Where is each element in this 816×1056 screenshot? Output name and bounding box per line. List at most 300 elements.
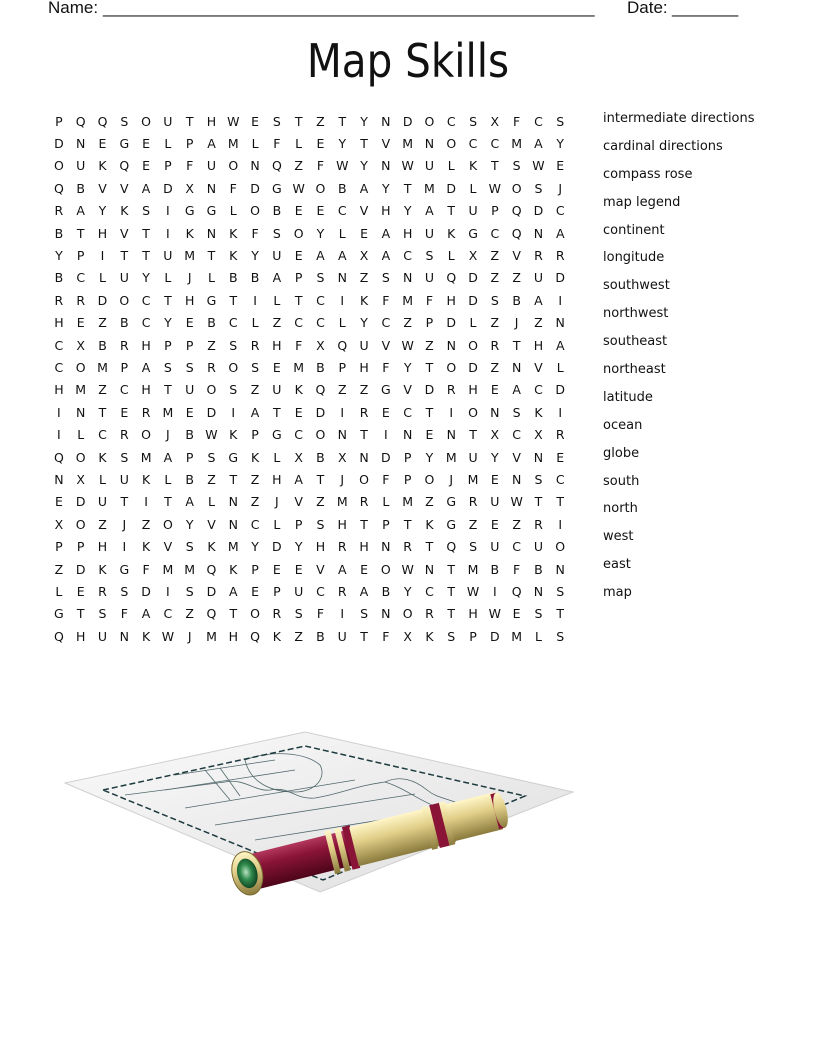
grid-letter[interactable]: Z	[359, 270, 369, 286]
grid-letter[interactable]: N	[533, 583, 544, 599]
grid-letter[interactable]: I	[558, 404, 563, 420]
grid-letter[interactable]: L	[273, 292, 281, 308]
grid-letter[interactable]: K	[141, 539, 151, 555]
grid-letter[interactable]: N	[402, 270, 413, 286]
grid-letter[interactable]: Q	[53, 628, 64, 644]
grid-letter[interactable]: M	[75, 382, 87, 398]
grid-letter[interactable]: J	[187, 628, 192, 644]
grid-letter[interactable]: D	[250, 180, 260, 196]
grid-letter[interactable]: Q	[75, 113, 86, 129]
grid-letter[interactable]: E	[120, 404, 129, 420]
grid-letter[interactable]: N	[533, 449, 544, 465]
grid-letter[interactable]: T	[469, 427, 477, 443]
grid-letter[interactable]: T	[229, 292, 238, 308]
grid-letter[interactable]: Z	[272, 315, 282, 331]
grid-letter[interactable]: C	[294, 427, 304, 443]
grid-letter[interactable]: D	[272, 539, 282, 555]
grid-letter[interactable]: S	[425, 248, 434, 264]
grid-letter[interactable]: U	[97, 628, 108, 644]
grid-letter[interactable]: D	[468, 292, 478, 308]
grid-letter[interactable]: C	[512, 427, 521, 443]
grid-letter[interactable]: H	[97, 539, 108, 555]
grid-letter[interactable]: Y	[556, 136, 565, 152]
grid-letter[interactable]: P	[491, 203, 499, 219]
grid-letter[interactable]: I	[144, 494, 148, 510]
grid-letter[interactable]: Q	[315, 382, 326, 398]
grid-letter[interactable]: K	[98, 158, 107, 174]
grid-letter[interactable]: L	[207, 270, 215, 286]
grid-letter[interactable]: S	[120, 449, 129, 465]
grid-letter[interactable]: T	[120, 248, 129, 264]
grid-letter[interactable]: T	[556, 494, 565, 510]
grid-letter[interactable]: P	[76, 248, 85, 264]
grid-letter[interactable]: H	[184, 292, 195, 308]
grid-letter[interactable]: Y	[425, 449, 434, 465]
grid-letter[interactable]: L	[556, 359, 564, 375]
grid-letter[interactable]: R	[54, 203, 64, 219]
grid-letter[interactable]: W	[401, 158, 414, 174]
grid-letter[interactable]: T	[316, 471, 325, 487]
grid-letter[interactable]: T	[447, 606, 456, 622]
grid-letter[interactable]: W	[205, 427, 218, 443]
grid-letter[interactable]: U	[272, 382, 282, 398]
grid-letter[interactable]: S	[556, 113, 565, 129]
grid-letter[interactable]: S	[316, 516, 325, 532]
grid-letter[interactable]: O	[380, 561, 391, 577]
grid-letter[interactable]: G	[446, 494, 457, 510]
grid-letter[interactable]: Q	[446, 539, 457, 555]
grid-letter[interactable]: I	[340, 404, 345, 420]
grid-letter[interactable]: S	[163, 359, 172, 375]
grid-letter[interactable]: H	[337, 516, 347, 532]
grid-letter[interactable]: R	[337, 539, 347, 555]
grid-letter[interactable]: K	[294, 382, 303, 398]
grid-letter[interactable]: K	[272, 628, 281, 644]
grid-letter[interactable]: E	[381, 404, 390, 420]
grid-letter[interactable]: P	[55, 539, 63, 555]
grid-letter[interactable]: S	[469, 539, 477, 555]
grid-letter[interactable]: X	[468, 248, 478, 264]
grid-letter[interactable]: W	[488, 180, 502, 196]
grid-letter[interactable]: U	[76, 158, 86, 174]
grid-letter[interactable]: A	[359, 583, 369, 599]
grid-letter[interactable]: P	[469, 628, 477, 644]
grid-letter[interactable]: R	[359, 494, 369, 510]
grid-letter[interactable]: O	[141, 427, 151, 443]
grid-letter[interactable]: K	[468, 158, 478, 174]
grid-letter[interactable]: W	[510, 494, 523, 510]
grid-letter[interactable]: M	[467, 471, 479, 487]
grid-letter[interactable]: X	[490, 113, 500, 129]
grid-letter[interactable]: T	[491, 158, 499, 174]
grid-letter[interactable]: N	[119, 628, 129, 644]
grid-letter[interactable]: E	[316, 203, 325, 219]
grid-letter[interactable]: I	[122, 539, 127, 555]
grid-letter[interactable]: O	[250, 203, 260, 219]
grid-letter[interactable]: B	[76, 180, 85, 196]
grid-letter[interactable]: C	[534, 113, 543, 129]
grid-letter[interactable]: H	[272, 337, 282, 353]
grid-letter[interactable]: N	[228, 516, 238, 532]
grid-letter[interactable]: A	[141, 606, 151, 622]
grid-letter[interactable]: I	[253, 292, 257, 308]
grid-letter[interactable]: R	[98, 583, 107, 599]
grid-letter[interactable]: H	[381, 203, 391, 219]
grid-letter[interactable]: D	[315, 404, 326, 420]
grid-letter[interactable]: L	[251, 315, 259, 331]
grid-letter[interactable]: Q	[250, 628, 260, 644]
grid-letter[interactable]: X	[185, 180, 194, 196]
grid-letter[interactable]: G	[54, 606, 64, 622]
grid-letter[interactable]: O	[315, 427, 326, 443]
grid-letter[interactable]: O	[402, 606, 413, 622]
grid-letter[interactable]: E	[512, 606, 521, 622]
grid-letter[interactable]: E	[316, 136, 325, 152]
grid-letter[interactable]: D	[446, 180, 457, 196]
grid-letter[interactable]: D	[402, 113, 413, 129]
grid-letter[interactable]: B	[316, 359, 325, 375]
grid-letter[interactable]: P	[403, 449, 412, 465]
grid-letter[interactable]: M	[184, 561, 196, 577]
grid-letter[interactable]: V	[534, 359, 543, 375]
grid-letter[interactable]: S	[251, 359, 260, 375]
grid-letter[interactable]: R	[490, 337, 500, 353]
grid-letter[interactable]: P	[164, 158, 172, 174]
grid-letter[interactable]: D	[468, 270, 478, 286]
grid-letter[interactable]: F	[513, 113, 521, 129]
grid-letter[interactable]: E	[556, 158, 565, 174]
grid-letter[interactable]: G	[119, 561, 130, 577]
grid-letter[interactable]: T	[98, 404, 107, 420]
grid-letter[interactable]: Q	[511, 203, 522, 219]
grid-letter[interactable]: K	[185, 225, 194, 241]
grid-letter[interactable]: S	[534, 606, 543, 622]
grid-letter[interactable]: T	[360, 628, 368, 644]
grid-letter[interactable]: M	[402, 292, 414, 308]
grid-letter[interactable]: W	[488, 606, 502, 622]
grid-letter[interactable]: N	[206, 180, 217, 196]
grid-letter[interactable]: R	[534, 248, 543, 264]
grid-letter[interactable]: I	[384, 427, 388, 443]
grid-letter[interactable]: V	[359, 203, 369, 219]
grid-letter[interactable]: B	[534, 561, 543, 577]
grid-letter[interactable]: H	[359, 359, 369, 375]
grid-letter[interactable]: R	[76, 292, 86, 308]
grid-letter[interactable]: A	[337, 248, 347, 264]
grid-letter[interactable]: R	[359, 404, 369, 420]
grid-letter[interactable]: M	[402, 136, 414, 152]
grid-letter[interactable]: Z	[403, 315, 412, 331]
grid-letter[interactable]: C	[163, 606, 173, 622]
grid-letter[interactable]: O	[293, 225, 304, 241]
grid-letter[interactable]: M	[97, 359, 108, 375]
grid-letter[interactable]: T	[447, 561, 456, 577]
grid-letter[interactable]: U	[294, 583, 304, 599]
grid-letter[interactable]: B	[185, 471, 194, 487]
grid-letter[interactable]: H	[141, 337, 151, 353]
grid-letter[interactable]: O	[162, 516, 173, 532]
grid-letter[interactable]: T	[229, 471, 238, 487]
grid-letter[interactable]: L	[469, 315, 477, 331]
grid-letter[interactable]: E	[360, 561, 368, 577]
grid-letter[interactable]: F	[186, 158, 194, 174]
grid-letter[interactable]: N	[424, 136, 435, 152]
grid-letter[interactable]: C	[403, 404, 413, 420]
grid-letter[interactable]: C	[54, 337, 64, 353]
grid-letter[interactable]: E	[272, 359, 281, 375]
grid-letter[interactable]: O	[250, 606, 260, 622]
grid-letter[interactable]: B	[316, 628, 325, 644]
grid-letter[interactable]: C	[54, 359, 64, 375]
grid-letter[interactable]: O	[53, 158, 64, 174]
grid-letter[interactable]: S	[98, 606, 107, 622]
grid-letter[interactable]: O	[75, 359, 86, 375]
grid-letter[interactable]: T	[207, 248, 216, 264]
grid-letter[interactable]: T	[164, 292, 172, 308]
grid-letter[interactable]: A	[272, 270, 282, 286]
grid-letter[interactable]: S	[142, 203, 151, 219]
grid-letter[interactable]: E	[54, 494, 63, 510]
grid-letter[interactable]: Y	[403, 203, 412, 219]
grid-letter[interactable]: A	[316, 248, 325, 264]
grid-letter[interactable]: S	[534, 180, 543, 196]
grid-letter[interactable]: U	[119, 270, 129, 286]
grid-letter[interactable]: N	[228, 494, 238, 510]
grid-letter[interactable]: E	[98, 136, 107, 152]
grid-letter[interactable]: S	[185, 583, 194, 599]
grid-letter[interactable]: Z	[490, 248, 500, 264]
grid-letter[interactable]: Z	[250, 471, 260, 487]
grid-letter[interactable]: O	[75, 449, 86, 465]
grid-letter[interactable]: V	[512, 449, 521, 465]
grid-letter[interactable]: W	[161, 628, 175, 644]
grid-letter[interactable]: H	[468, 606, 478, 622]
grid-letter[interactable]: H	[272, 471, 282, 487]
grid-letter[interactable]: O	[359, 471, 369, 487]
grid-letter[interactable]: F	[142, 561, 150, 577]
grid-letter[interactable]: I	[558, 516, 563, 532]
grid-letter[interactable]: U	[468, 449, 478, 465]
grid-letter[interactable]: I	[449, 404, 454, 420]
grid-letter[interactable]: Y	[55, 248, 63, 264]
grid-letter[interactable]: D	[75, 494, 86, 510]
grid-letter[interactable]: R	[250, 337, 260, 353]
grid-letter[interactable]: T	[360, 136, 368, 152]
grid-letter[interactable]: P	[382, 516, 390, 532]
grid-letter[interactable]: L	[273, 449, 281, 465]
grid-letter[interactable]: K	[141, 471, 151, 487]
grid-letter[interactable]: B	[512, 292, 521, 308]
grid-letter[interactable]: G	[206, 203, 217, 219]
grid-letter[interactable]: I	[166, 583, 170, 599]
grid-letter[interactable]: X	[76, 337, 85, 353]
grid-letter[interactable]: Z	[316, 494, 325, 510]
grid-letter[interactable]: B	[54, 225, 64, 241]
grid-letter[interactable]: K	[534, 404, 543, 420]
grid-letter[interactable]: V	[120, 180, 129, 196]
grid-letter[interactable]: Y	[294, 539, 303, 555]
grid-letter[interactable]: U	[424, 270, 435, 286]
grid-letter[interactable]: R	[403, 539, 412, 555]
grid-letter[interactable]: X	[534, 427, 543, 443]
grid-letter[interactable]: R	[446, 382, 456, 398]
grid-letter[interactable]: T	[447, 203, 456, 219]
grid-letter[interactable]: A	[381, 248, 391, 264]
grid-letter[interactable]: T	[294, 113, 303, 129]
grid-letter[interactable]: O	[228, 359, 239, 375]
grid-letter[interactable]: C	[98, 427, 107, 443]
grid-letter[interactable]: K	[229, 248, 238, 264]
grid-letter[interactable]: U	[490, 494, 500, 510]
grid-letter[interactable]: F	[513, 561, 521, 577]
grid-letter[interactable]: Z	[98, 382, 107, 398]
grid-letter[interactable]: K	[359, 292, 369, 308]
grid-letter[interactable]: P	[425, 315, 434, 331]
grid-letter[interactable]: F	[316, 158, 325, 174]
grid-letter[interactable]: L	[251, 136, 259, 152]
grid-letter[interactable]: V	[403, 382, 412, 398]
grid-letter[interactable]: E	[294, 404, 303, 420]
grid-letter[interactable]: L	[534, 628, 542, 644]
grid-letter[interactable]: O	[75, 516, 86, 532]
grid-letter[interactable]: U	[468, 203, 478, 219]
grid-letter[interactable]: T	[273, 404, 281, 420]
grid-letter[interactable]: C	[337, 203, 347, 219]
grid-letter[interactable]: D	[75, 561, 86, 577]
grid-letter[interactable]: E	[294, 203, 303, 219]
grid-letter[interactable]: I	[558, 292, 563, 308]
grid-letter[interactable]: D	[555, 382, 566, 398]
grid-letter[interactable]: J	[166, 427, 170, 443]
grid-letter[interactable]: Y	[360, 158, 368, 174]
grid-letter[interactable]: C	[119, 382, 129, 398]
grid-letter[interactable]: O	[141, 113, 151, 129]
grid-letter[interactable]: S	[207, 449, 216, 465]
grid-letter[interactable]: U	[206, 158, 217, 174]
grid-letter[interactable]: D	[163, 180, 173, 196]
grid-letter[interactable]: B	[228, 270, 238, 286]
grid-letter[interactable]: S	[185, 359, 194, 375]
grid-letter[interactable]: L	[229, 203, 237, 219]
grid-letter[interactable]: U	[424, 225, 435, 241]
grid-letter[interactable]: M	[140, 449, 152, 465]
grid-letter[interactable]: C	[250, 516, 260, 532]
grid-letter[interactable]: N	[555, 561, 565, 577]
grid-letter[interactable]: A	[163, 449, 173, 465]
grid-letter[interactable]: T	[76, 606, 85, 622]
grid-letter[interactable]: D	[97, 292, 108, 308]
grid-letter[interactable]: J	[514, 315, 519, 331]
grid-letter[interactable]: T	[534, 494, 543, 510]
grid-letter[interactable]: R	[207, 359, 216, 375]
grid-letter[interactable]: T	[229, 606, 238, 622]
grid-letter[interactable]: W	[227, 113, 240, 129]
grid-letter[interactable]: T	[512, 337, 521, 353]
grid-letter[interactable]: A	[207, 136, 216, 152]
grid-letter[interactable]: T	[185, 113, 194, 129]
grid-letter[interactable]: C	[403, 248, 413, 264]
grid-letter[interactable]: V	[98, 180, 107, 196]
grid-letter[interactable]: M	[162, 561, 174, 577]
grid-letter[interactable]: A	[337, 561, 347, 577]
grid-letter[interactable]: Z	[316, 113, 325, 129]
grid-letter[interactable]: L	[207, 494, 215, 510]
grid-letter[interactable]: N	[555, 315, 565, 331]
grid-letter[interactable]: F	[425, 292, 434, 308]
grid-letter[interactable]: B	[316, 449, 325, 465]
grid-letter[interactable]: Y	[251, 539, 259, 555]
grid-letter[interactable]: K	[98, 561, 107, 577]
grid-letter[interactable]: C	[490, 136, 500, 152]
grid-letter[interactable]: L	[295, 136, 303, 152]
grid-letter[interactable]: S	[229, 337, 238, 353]
grid-letter[interactable]: A	[250, 404, 260, 420]
grid-letter[interactable]: D	[54, 136, 64, 152]
grid-letter[interactable]: L	[273, 516, 281, 532]
grid-letter[interactable]: S	[512, 158, 521, 174]
grid-letter[interactable]: H	[206, 113, 217, 129]
grid-letter[interactable]: K	[229, 225, 238, 241]
grid-letter[interactable]: P	[273, 583, 281, 599]
grid-letter[interactable]: S	[229, 382, 238, 398]
grid-letter[interactable]: H	[228, 628, 238, 644]
grid-letter[interactable]: V	[120, 225, 129, 241]
grid-letter[interactable]: S	[490, 292, 499, 308]
grid-letter[interactable]: O	[315, 180, 326, 196]
grid-letter[interactable]: T	[447, 583, 456, 599]
grid-letter[interactable]: W	[466, 583, 480, 599]
grid-letter[interactable]: Y	[98, 203, 107, 219]
grid-letter[interactable]: M	[206, 628, 217, 644]
grid-letter[interactable]: Z	[512, 516, 521, 532]
grid-letter[interactable]: O	[228, 158, 239, 174]
grid-letter[interactable]: U	[424, 158, 435, 174]
grid-letter[interactable]: Q	[446, 270, 457, 286]
grid-letter[interactable]: G	[381, 382, 391, 398]
grid-letter[interactable]: T	[403, 516, 412, 532]
grid-letter[interactable]: E	[142, 136, 151, 152]
grid-letter[interactable]: D	[424, 382, 435, 398]
grid-letter[interactable]: P	[76, 539, 85, 555]
grid-letter[interactable]: T	[338, 113, 347, 129]
grid-letter[interactable]: K	[120, 203, 129, 219]
grid-letter[interactable]: A	[425, 203, 434, 219]
grid-letter[interactable]: G	[446, 516, 457, 532]
grid-letter[interactable]: O	[424, 113, 435, 129]
grid-letter[interactable]: K	[425, 628, 434, 644]
grid-letter[interactable]: S	[512, 404, 521, 420]
grid-letter[interactable]: E	[490, 516, 499, 532]
grid-letter[interactable]: Z	[185, 606, 194, 622]
grid-letter[interactable]: C	[141, 315, 151, 331]
grid-letter[interactable]: P	[185, 136, 194, 152]
grid-letter[interactable]: N	[381, 606, 391, 622]
grid-letter[interactable]: V	[316, 561, 325, 577]
grid-letter[interactable]: Y	[142, 270, 150, 286]
grid-letter[interactable]: Z	[98, 315, 107, 331]
grid-letter[interactable]: L	[55, 583, 63, 599]
grid-letter[interactable]: I	[340, 606, 345, 622]
grid-letter[interactable]: R	[119, 427, 129, 443]
grid-letter[interactable]: D	[490, 628, 500, 644]
grid-letter[interactable]: S	[534, 471, 543, 487]
grid-letter[interactable]: E	[294, 561, 303, 577]
grid-letter[interactable]: M	[402, 494, 414, 510]
grid-letter[interactable]: F	[382, 471, 390, 487]
grid-letter[interactable]: Z	[512, 270, 521, 286]
grid-letter[interactable]: Z	[250, 494, 260, 510]
grid-letter[interactable]: M	[445, 449, 457, 465]
